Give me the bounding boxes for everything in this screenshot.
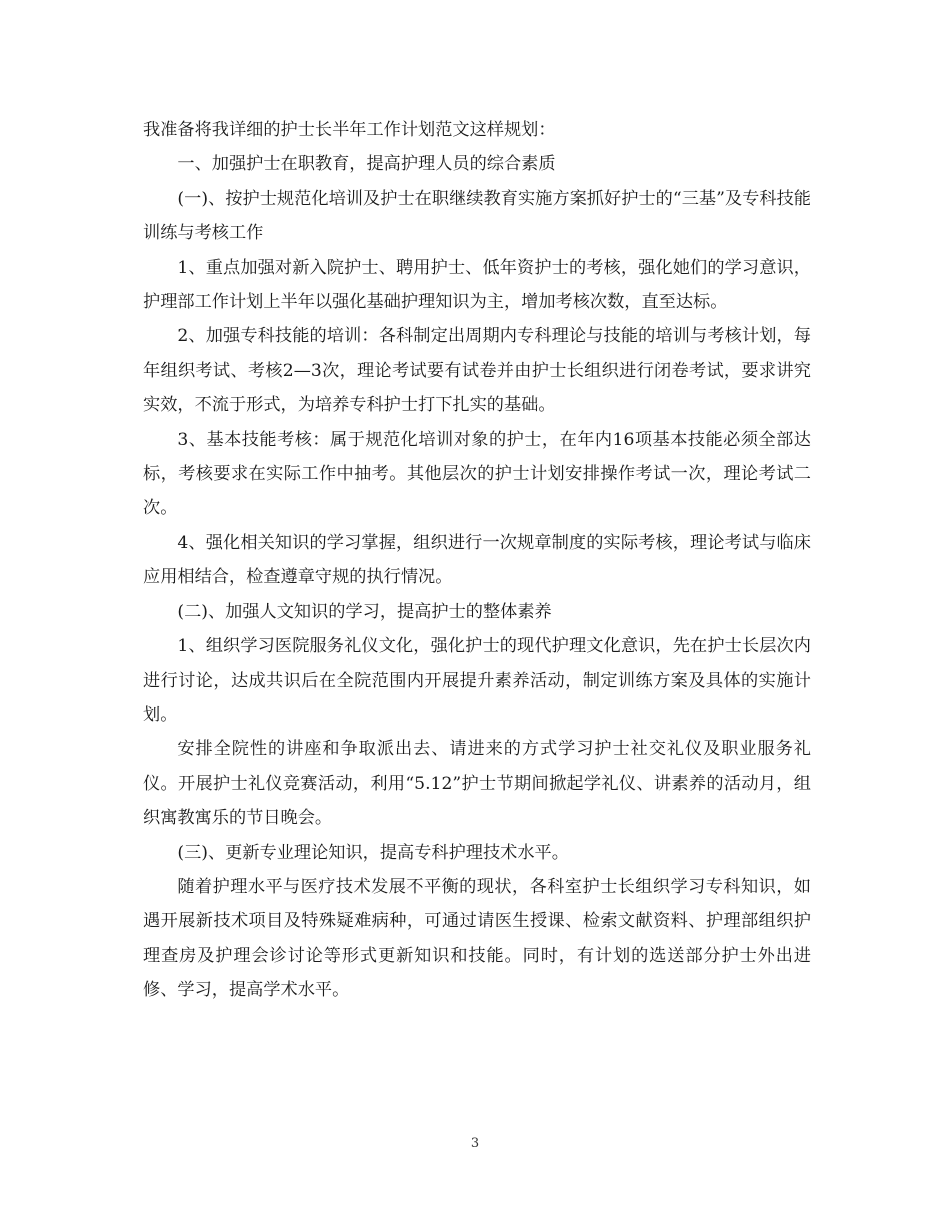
subsection-heading-3: (三)、更新专业理论知识，提高专科护理技术水平。: [177, 842, 569, 863]
subsection-heading-2: (二)、加强人文知识的学习，提高护士的整体素养: [177, 601, 552, 622]
page-number: 3: [470, 1136, 480, 1151]
document-body: [143, 113, 811, 1008]
paragraph-item-3: 3、基本技能考核：属于规范化培训对象的护士，在年内16项基本技能必须全部达标，考核要求在实际工作中抽考。其他层次的护士计划安排操作考试一次，理论考试二次。: [143, 429, 811, 519]
paragraph-etiquette-1: 1、组织学习医院服务礼仪文化，强化护士的现代护理文化意识，先在护士长层次内进行讨论，达成共识后在全院范围内开展提升素养活动，制定训练方案及具体的实施计划。: [143, 636, 811, 725]
paragraph-item-1: 1、重点加强对新入院护士、聘用护士、低年资护士的考核，强化她们的学习意识，护理部工作计划上半年以强化基础护理知识为主，增加考核次数，直至达标。: [143, 257, 811, 313]
paragraph-professional-knowledge: 随着护理水平与医疗技术发展不平衡的现状，各科室护士长组织学习专科知识，如遇开展新技术项目及特殊疑难病种，可通过请医生授课、检索文献资料、护理部组织护理查房及护理会诊讨论等形式更新知识和技能。同时，有计划的选送部分护士外出进修、学习，提高学术水平。: [143, 876, 811, 1001]
paragraph-item-2: 2、加强专科技能的培训：各科制定出周期内专科理论与技能的培训与考核计划，每年组织考试、考核2—3次，理论考试要有试卷并由护士长组织进行闭卷考试，要求讲究实效，不流于形式，为培养专科护士打下扎实的基础。: [143, 326, 811, 416]
paragraph-etiquette-2: 安排全院性的讲座和争取派出去、请进来的方式学习护士社交礼仪及职业服务礼仪。开展护士礼仪竞赛活动，利用“5.12”护士节期间掀起学礼仪、讲素养的活动月，组织寓教寓乐的节日晚会。: [143, 739, 811, 829]
paragraph-intro: 我准备将我详细的护士长半年工作计划范文这样规划：: [143, 120, 556, 140]
subsection-heading-1: (一)、按护士规范化培训及护士在职继续教育实施方案抓好护士的“三基”及专科技能训练与考核工作: [143, 188, 811, 244]
section-heading-1: 一、加强护士在职教育，提高护理人员的综合素质: [177, 154, 556, 175]
paragraph-item-4: 4、强化相关知识的学习掌握，组织进行一次规章制度的实际考核，理论考试与临床应用相结合，检查遵章守规的执行情况。: [143, 532, 811, 588]
